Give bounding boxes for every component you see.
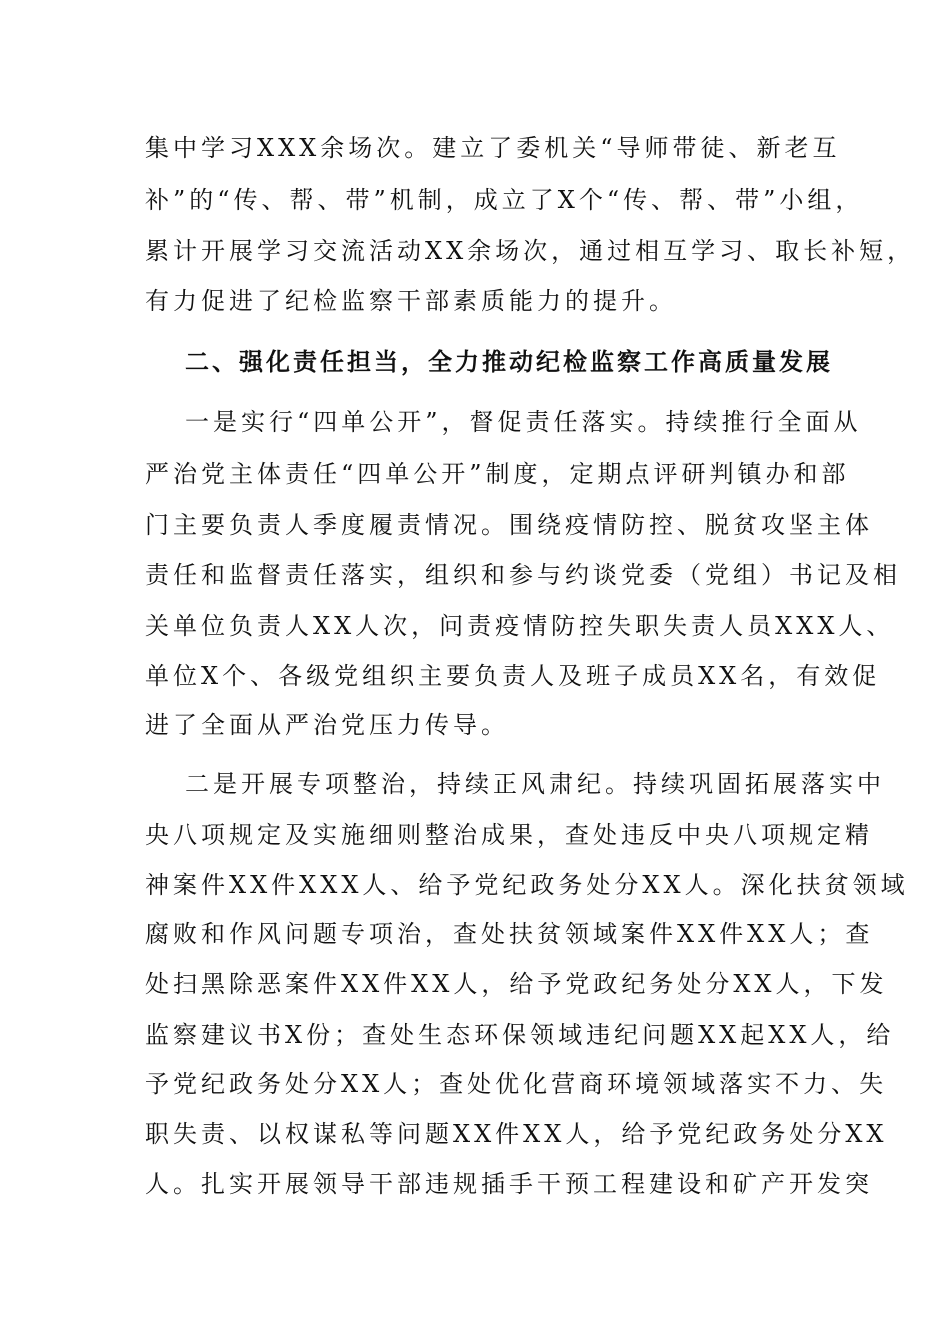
- paragraph-2-line-1: 一是实行“四单公开”，督促责任落实。持续推行全面从: [185, 408, 862, 436]
- paragraph-1-line-3: 累计开展学习交流活动XX余场次，通过相互学习、取长补短，: [145, 237, 916, 265]
- paragraph-3-line-3: 神案件XX件XXX人、给予党纪政务处分XX人。深化扶贫领域: [145, 871, 909, 899]
- paragraph-2-line-5: 关单位负责人XX人次，问责疫情防控失职失责人员XXX人、: [145, 612, 895, 640]
- paragraph-3-line-1: 二是开展专项整治，持续正风肃纪。持续巩固拓展落实中: [185, 770, 885, 798]
- paragraph-2-line-3: 门主要负责人季度履责情况。围绕疫情防控、脱贫攻坚主体: [145, 511, 873, 539]
- paragraph-3-line-9: 人。扎实开展领导干部违规插手干预工程建设和矿产开发突: [145, 1170, 873, 1198]
- paragraph-3-line-2: 央八项规定及实施细则整治成果，查处违反中央八项规定精: [145, 821, 873, 849]
- paragraph-1-line-4: 有力促进了纪检监察干部素质能力的提升。: [145, 287, 677, 315]
- section-heading-2: 二、强化责任担当，全力推动纪检监察工作高质量发展: [185, 348, 833, 376]
- paragraph-2-line-4: 责任和监督责任落实，组织和参与约谈党委（党组）书记及相: [145, 561, 901, 589]
- paragraph-3-line-4: 腐败和作风问题专项治，查处扶贫领域案件XX件XX人；查: [145, 920, 874, 948]
- paragraph-3-line-5: 处扫黑除恶案件XX件XX人，给予党政纪务处分XX人，下发: [145, 970, 888, 998]
- paragraph-2-line-7: 进了全面从严治党压力传导。: [145, 711, 509, 739]
- paragraph-3-line-6: 监察建议书X份；查处生态环保领域违纪问题XX起XX人，给: [145, 1021, 895, 1049]
- paragraph-1-line-1: 集中学习XXX余场次。建立了委机关“导师带徒、新老互: [145, 134, 841, 162]
- paragraph-2-line-6: 单位X个、各级党组织主要负责人及班子成员XX名，有效促: [145, 662, 881, 690]
- paragraph-3-line-8: 职失责、以权谋私等问题XX件XX人，给予党纪政务处分XX: [145, 1120, 888, 1148]
- paragraph-3-line-7: 予党纪政务处分XX人；查处优化营商环境领域落实不力、失: [145, 1070, 888, 1098]
- paragraph-2-line-2: 严治党主体责任“四单公开”制度，定期点评研判镇办和部: [145, 460, 850, 488]
- paragraph-1-line-2: 补”的“传、帮、带”机制，成立了X个“传、帮、带”小组，: [145, 186, 864, 214]
